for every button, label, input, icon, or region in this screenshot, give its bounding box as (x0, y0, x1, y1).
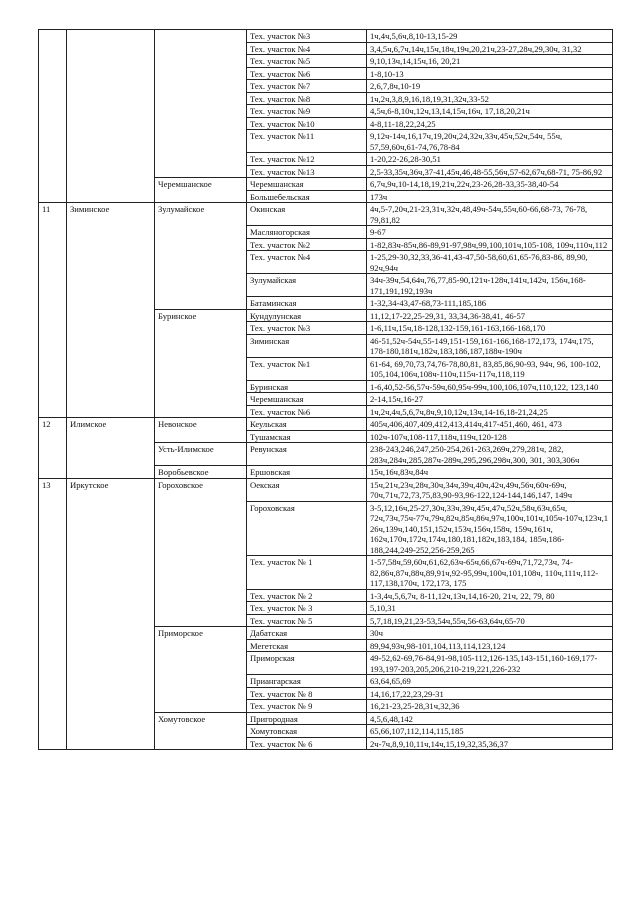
forestry-cell: Усть-Илимское (155, 443, 247, 466)
section-cell: Пригородная (247, 712, 367, 725)
section-cell: Тех. участок №2 (247, 238, 367, 251)
section-cell: Тех. участок № 3 (247, 602, 367, 615)
section-cell: Кундулунская (247, 309, 367, 322)
quarters-cell: 2,6,7,8ч,10-19 (367, 80, 613, 93)
section-cell: Тех. участок №12 (247, 153, 367, 166)
quarters-cell: 5,7,18,19,21,23-53,54ч,55ч,56-63,64ч,65-70 (367, 614, 613, 627)
section-cell: Масляногорская (247, 226, 367, 239)
section-cell: Хомутовская (247, 725, 367, 738)
quarters-cell: 49-52,62-69,76-84,91-98,105-112,126-135,143-151,160-169,177-193,197-203,205,206,210-219,221,226-232 (367, 652, 613, 675)
quarters-cell: 34ч-39ч,54,64ч,76,77,85-90,121ч-128ч,141ч,142ч, 156ч,168-171,191,192,193ч (367, 274, 613, 297)
forestry-cell: Хомутовское (155, 712, 247, 750)
quarters-cell: 9,10,13ч,14,15ч,16, 20,21 (367, 55, 613, 68)
section-cell: Буринская (247, 380, 367, 393)
section-cell: Приморская (247, 652, 367, 675)
section-cell: Зулумайская (247, 274, 367, 297)
section-cell: Тех. участок №1 (247, 357, 367, 380)
district-cell: Зиминское (67, 203, 155, 418)
section-cell: Тех. участок № 5 (247, 614, 367, 627)
forestry-cell: Приморское (155, 627, 247, 713)
quarters-cell: 1ч,4ч,5,6ч,8,10-13,15-29 (367, 30, 613, 43)
section-cell: Тех. участок № 6 (247, 737, 367, 750)
section-cell: Гороховская (247, 501, 367, 556)
section-cell: Ревунская (247, 443, 367, 466)
section-cell: Оекская (247, 478, 367, 501)
section-cell: Тех. участок №6 (247, 405, 367, 418)
section-cell: Окинская (247, 203, 367, 226)
quarters-cell: 14,16,17,22,23,29-31 (367, 687, 613, 700)
quarters-cell: 89,94,93ч,98-101,104,113,114,123,124 (367, 639, 613, 652)
section-cell: Черемшанская (247, 393, 367, 406)
section-cell: Черемшанская (247, 178, 367, 191)
quarters-cell: 173ч (367, 190, 613, 203)
section-cell: Батаминская (247, 297, 367, 310)
section-cell: Тех. участок №4 (247, 251, 367, 274)
quarters-cell: 1-8,10-13 (367, 67, 613, 80)
section-cell: Тех. участок № 9 (247, 700, 367, 713)
quarters-cell: 3-5,12,16ч,25-27,30ч,33ч,39ч,45ч,47ч,52ч,58ч,63ч,65ч, 72ч,73ч,75ч-77ч,79ч,82ч,85ч,86ч,97ч,100ч,101ч,105ч-107ч,123ч,126ч,139ч,140,151,152ч,153ч,156ч,158ч, 159ч,161ч, 162ч,170ч,172ч,174ч,180,181,182ч,183,184, 185ч,186-188,244,249-252,256-259,265 (367, 501, 613, 556)
quarters-cell: 16,21-23,25-28,31ч,32,36 (367, 700, 613, 713)
quarters-cell: 1-32,34-43,47-68,73-111,185,186 (367, 297, 613, 310)
quarters-cell: 2,5-33,35ч,36ч,37-41,45ч,46,48-55,56ч,57-62,67ч,68-71, 75-86,92 (367, 165, 613, 178)
forestry-cell: Буринское (155, 309, 247, 418)
quarters-cell: 238-243,246,247,250-254,261-263,269ч,279,281ч, 282, 283ч,284ч,285,287ч-289ч,295,296,298ч,300, 301, 303,306ч (367, 443, 613, 466)
forestry-cell: Воробьевское (155, 466, 247, 479)
quarters-cell: 4ч,5-7,20ч,21-23,31ч,32ч,48,49ч-54ч,55ч,60-66,68-73, 76-78, 79,81,82 (367, 203, 613, 226)
section-cell: Тех. участок №3 (247, 322, 367, 335)
quarters-cell: 102ч-107ч,108-117,118ч,119ч,120-128 (367, 430, 613, 443)
quarters-cell: 1-6,11ч,15ч,18-128,132-159,161-163,166-168,170 (367, 322, 613, 335)
table-row (39, 203, 613, 226)
section-cell: Тех. участок №9 (247, 105, 367, 118)
quarters-cell: 11,12,17-22,25-29,31, 33,34,36-38,41, 46-57 (367, 309, 613, 322)
table-row (39, 478, 613, 501)
forestry-cell: Черемшанское (155, 178, 247, 203)
district-cell: Илимское (67, 418, 155, 479)
quarters-cell: 405ч,406,407,409,412,413,414ч,417-451,460, 461, 473 (367, 418, 613, 431)
quarters-cell: 63,64,65,69 (367, 675, 613, 688)
forestry-table (38, 29, 613, 750)
section-cell: Ершовская (247, 466, 367, 479)
section-cell: Тех. участок №8 (247, 92, 367, 105)
section-cell: Тех. участок № 2 (247, 589, 367, 602)
section-cell: Тушамская (247, 430, 367, 443)
quarters-cell: 6,7ч,9ч,10-14,18,19,21ч,22ч,23-26,28-33,35-38,40-54 (367, 178, 613, 191)
section-cell: Тех. участок № 1 (247, 556, 367, 590)
quarters-cell: 1-3,4ч,5,6,7ч, 8-11,12ч,13ч,14,16-20, 21ч, 22, 79, 80 (367, 589, 613, 602)
quarters-cell: 9-67 (367, 226, 613, 239)
quarters-cell: 65,66,107,112,114,115,185 (367, 725, 613, 738)
quarters-cell: 61-64, 69,70,73,74,76-78,80,81, 83,85,86,90-93, 94ч, 96, 100-102, 105,104,106ч,108ч-110ч,115ч-117ч,118,119 (367, 357, 613, 380)
section-cell: Большебельская (247, 190, 367, 203)
section-cell: Тех. участок №7 (247, 80, 367, 93)
section-cell: Кеульская (247, 418, 367, 431)
group-number-cell: 13 (39, 478, 67, 750)
quarters-cell: 46-51,52ч-54ч,55-149,151-159,161-166,168-172,173, 174ч,175, 178-180,181ч,182ч,183,186,187,188ч-190ч (367, 334, 613, 357)
table-row (39, 30, 613, 43)
section-cell: Тех. участок №4 (247, 42, 367, 55)
quarters-cell: 3,4,5ч,6,7ч,14ч,15ч,18ч,19ч,20,21ч,23-27,28ч,29,30ч, 31,32 (367, 42, 613, 55)
quarters-cell: 4-8,11-18,22,24,25 (367, 117, 613, 130)
forestry-cell: Зулумайское (155, 203, 247, 310)
quarters-cell: 1-25,29-30,32,33,36-41,43-47,50-58,60,61,65-76,83-86, 89,90, 92ч,94ч (367, 251, 613, 274)
section-cell: Тех. участок №5 (247, 55, 367, 68)
quarters-cell: 15ч,21ч,23ч,28ч,30ч,34ч,39ч,40ч,42ч,49ч,56ч,60ч-69ч, 70ч,71ч,72,73,75,83,90-93,96-122,124-144,146,147, 149ч (367, 478, 613, 501)
section-cell: Тех. участок №6 (247, 67, 367, 80)
quarters-cell: 9,12ч-14ч,16,17ч,19,20ч,24,32ч,33ч,45ч,52ч,54ч, 55ч, 57,59,60ч,61-74,76,78-84 (367, 130, 613, 153)
quarters-cell: 1-20,22-26,28-30,51 (367, 153, 613, 166)
forestry-table-body (39, 30, 613, 750)
section-cell: Тех. участок №11 (247, 130, 367, 153)
section-cell: Тех. участок №13 (247, 165, 367, 178)
forestry-cell: Гороховское (155, 478, 247, 627)
district-cell: Иркутское (67, 478, 155, 750)
section-cell: Дабатская (247, 627, 367, 640)
quarters-cell: 5,10,31 (367, 602, 613, 615)
section-cell: Тех. участок №3 (247, 30, 367, 43)
forestry-cell: Невонское (155, 418, 247, 443)
section-cell: Зиминская (247, 334, 367, 357)
quarters-cell: 1ч,2ч,3,8,9,16,18,19,31,32ч,33-52 (367, 92, 613, 105)
quarters-cell: 2ч-7ч,8,9,10,11ч,14ч,15,19,32,35,36,37 (367, 737, 613, 750)
quarters-cell: 1-57,58ч,59,60ч,61,62,63ч-65ч,66,67ч-69ч,71,72,73ч, 74-82,86ч,87ч,88ч,89,91ч,92-95,99ч,100ч,101,108ч, 110ч,111ч,112-117,138,170ч, 172,173, 175 (367, 556, 613, 590)
district-cell (67, 30, 155, 203)
quarters-cell: 1-6,40,52-56,57ч-59ч,60,95ч-99ч,100,106,107ч,110,122, 123,140 (367, 380, 613, 393)
group-number-cell (39, 30, 67, 203)
forestry-cell (155, 30, 247, 178)
quarters-cell: 1-82,83ч-85ч,86-89,91-97,98ч,99,100,101ч,105-108, 109ч,110ч,112 (367, 238, 613, 251)
section-cell: Мегетская (247, 639, 367, 652)
group-number-cell: 12 (39, 418, 67, 479)
quarters-cell: 4,5,6,48,142 (367, 712, 613, 725)
quarters-cell: 1ч,2ч,4ч,5,6,7ч,8ч,9,10,12ч,13ч,14-16,18-21,24,25 (367, 405, 613, 418)
section-cell: Тех. участок № 8 (247, 687, 367, 700)
quarters-cell: 4,5ч,6-8,10ч,12ч,13,14,15ч,16ч, 17,18,20,21ч (367, 105, 613, 118)
group-number-cell: 11 (39, 203, 67, 418)
table-row (39, 418, 613, 431)
quarters-cell: 30ч (367, 627, 613, 640)
section-cell: Тех. участок №10 (247, 117, 367, 130)
quarters-cell: 15ч,16ч,83ч,84ч (367, 466, 613, 479)
quarters-cell: 2-14,15ч,16-27 (367, 393, 613, 406)
section-cell: Приангарская (247, 675, 367, 688)
